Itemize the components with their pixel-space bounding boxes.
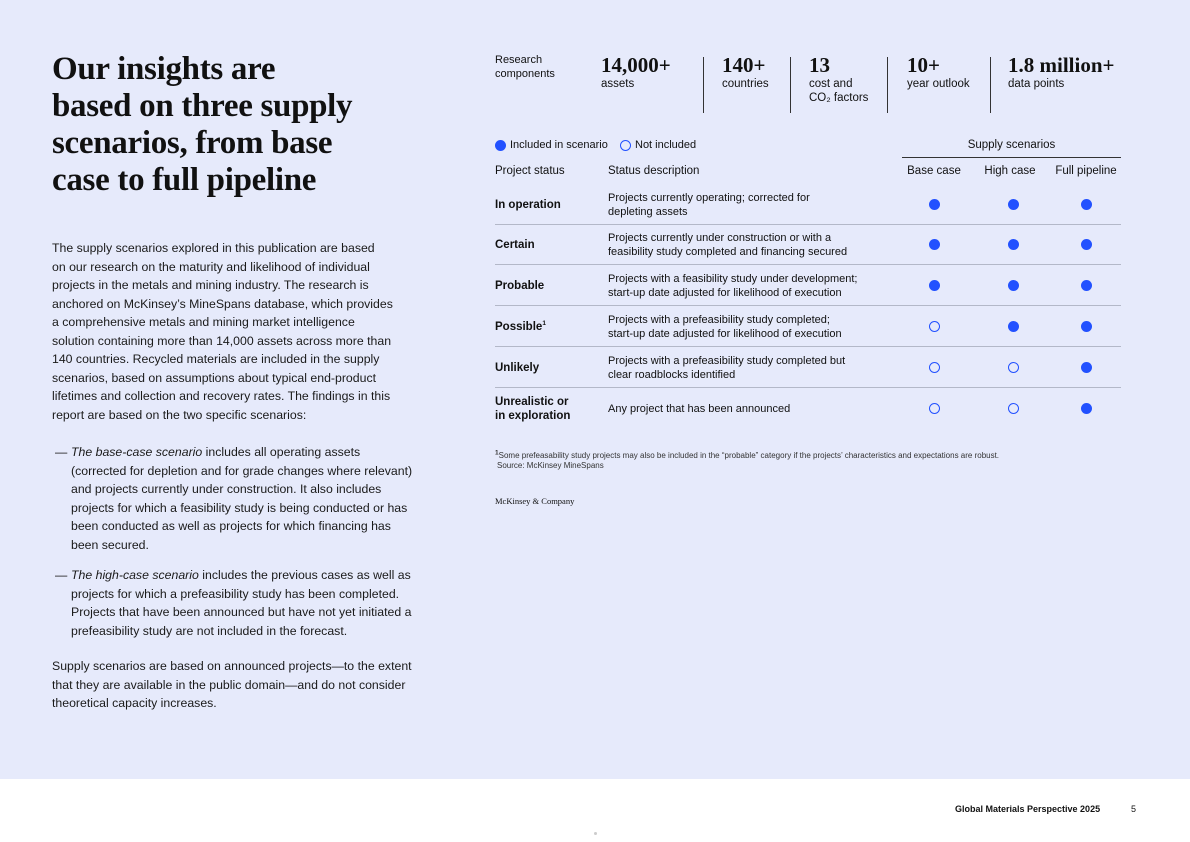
- stat-label-line: cost and: [809, 78, 853, 90]
- intro-line: projects in the metals and mining industry. The research is: [52, 278, 369, 292]
- filled-circle-icon: [1008, 280, 1019, 291]
- supply-scenarios-divider: [902, 157, 1121, 158]
- stat-value: 10+: [907, 53, 940, 77]
- filled-circle-icon: [1081, 321, 1092, 332]
- stat-item: [809, 53, 868, 105]
- stat-item: [601, 53, 671, 91]
- stat-divider: [790, 57, 791, 113]
- row-project-status: [495, 361, 539, 375]
- stat-label: [1008, 77, 1114, 91]
- filled-circle-icon: [929, 239, 940, 250]
- brand-logo: McKinsey & Company: [495, 496, 575, 506]
- row-description-line: start-up date adjusted for likelihood of execution: [608, 287, 842, 299]
- row-status-text: Probable: [495, 280, 545, 292]
- footer-page-number: 5: [1131, 804, 1137, 814]
- row-project-status: [495, 198, 561, 212]
- table-row: [495, 347, 1121, 388]
- bullet-line: been secured.: [71, 537, 149, 552]
- row-status-description: [608, 402, 790, 416]
- table-row: [495, 224, 1121, 265]
- row-status-line: [495, 361, 539, 375]
- row-project-status: [495, 395, 570, 423]
- row-project-status: [495, 279, 544, 293]
- stat-item: [907, 53, 970, 91]
- row-status-text: Unlikely: [495, 362, 540, 374]
- header-project-status: Project status: [495, 165, 565, 177]
- intro-line: lifetimes and collection and recovery rates. The findings in this: [52, 389, 391, 403]
- stat-label-line: assets: [601, 78, 635, 90]
- stat-label-line: CO₂ factors: [809, 92, 869, 104]
- stat-label-line: countries: [722, 78, 769, 90]
- footnote-marker: 1: [495, 449, 499, 457]
- closing-line: that they are available in the public domain—and do not consider: [52, 677, 406, 692]
- footnote-text-line: [495, 451, 999, 461]
- closing-line: theoretical capacity increases.: [52, 696, 217, 710]
- filled-circle-icon: [929, 199, 940, 210]
- intro-line: The supply scenarios explored in this publication are based: [52, 241, 375, 255]
- footnote-text: Some prefeasability study projects may also be included in the “probable” category if the projects’ characteristics and expectations are robust.: [498, 451, 1000, 460]
- legend-not-included: [620, 138, 696, 152]
- row-status-line: [495, 198, 561, 212]
- bullet-line: prefeasibility study are not included in the forecast.: [71, 623, 348, 638]
- row-description-line: Projects currently operating; corrected for: [608, 192, 810, 204]
- closing-paragraph: [52, 657, 424, 713]
- filled-circle-icon: [1008, 199, 1019, 210]
- footnote: [495, 451, 999, 471]
- stat-value: 140+: [722, 53, 766, 77]
- closing-line: Supply scenarios are based on announced projects—to the extent: [52, 659, 412, 673]
- bullet-first-line-text: includes the previous cases as well as: [198, 568, 411, 582]
- footer-publication: Global Materials Perspective 2025: [955, 804, 1101, 814]
- bullet-line: projects for which a feasibility study is being conducted or has: [71, 500, 408, 515]
- intro-line: 140 countries. Recycled materials are included in the supply: [52, 352, 380, 366]
- footer-dot: [594, 832, 597, 835]
- stat-label: [907, 77, 970, 91]
- scenario-name: The base-case scenario: [71, 445, 203, 459]
- row-description-line: Any project that has been announced: [608, 403, 791, 415]
- empty-circle-icon: [929, 403, 940, 414]
- row-project-status: [495, 320, 546, 334]
- scenario-bullets: [52, 443, 424, 640]
- table-row: [495, 265, 1121, 306]
- stat-item: [722, 53, 769, 91]
- stat-label: [722, 77, 769, 91]
- filled-circle-icon: [929, 280, 940, 291]
- intro-line: anchored on McKinsey’s MineSpans database, which provides: [52, 296, 393, 311]
- row-description-line: depleting assets: [608, 206, 688, 218]
- empty-circle-icon: [929, 362, 940, 373]
- scenario-bullet-item: [52, 566, 424, 640]
- stat-value: 14,000+: [601, 53, 671, 77]
- row-project-status: [495, 238, 535, 252]
- table-row: [495, 388, 1121, 429]
- header-full-pipeline: Full pipeline: [1055, 165, 1117, 177]
- stat-label: [809, 77, 868, 105]
- research-components-label: [495, 53, 590, 81]
- filled-circle-icon: [495, 140, 506, 151]
- row-status-line: [495, 395, 570, 409]
- row-description-line: Projects currently under construction or with a: [608, 232, 832, 244]
- row-description-line: start-up date adjusted for likelihood of execution: [608, 328, 842, 340]
- row-status-line: [495, 279, 544, 293]
- footnote-source: Source: McKinsey MineSpans: [497, 461, 604, 470]
- supply-scenarios-header: Supply scenarios: [967, 139, 1056, 151]
- scenario-name: The high-case scenario: [71, 568, 199, 582]
- stat-label: [601, 77, 671, 91]
- table-row: [495, 306, 1121, 347]
- stats-label-line: Research: [495, 54, 543, 66]
- empty-circle-icon: [620, 140, 631, 151]
- legend-included: [495, 138, 608, 152]
- filled-circle-icon: [1081, 403, 1092, 414]
- row-description-line: Projects with a feasibility study under development;: [608, 273, 858, 285]
- row-status-text: Possible: [495, 321, 543, 333]
- bullet-dash: —: [55, 568, 68, 582]
- bullet-first-line-text: includes all operating assets: [202, 445, 361, 459]
- header-base-case: Base case: [907, 165, 961, 177]
- row-description-line: clear roadblocks identified: [608, 369, 736, 381]
- row-status-text: Unrealistic or: [495, 396, 569, 408]
- filled-circle-icon: [1081, 280, 1092, 291]
- stat-label-line: data points: [1008, 78, 1065, 90]
- row-status-description: [608, 354, 845, 382]
- table-row: [495, 184, 1121, 225]
- row-status-line: [495, 238, 535, 252]
- bullet-line: (corrected for depletion and for grade changes where relevant): [71, 463, 413, 478]
- legend-not-included-label: Not included: [635, 139, 697, 151]
- row-status-text: In operation: [495, 199, 561, 211]
- row-status-description: [608, 231, 847, 259]
- stat-divider: [887, 57, 888, 113]
- empty-circle-icon: [929, 321, 940, 332]
- page-title-line: case to full pipeline: [52, 162, 317, 198]
- bullet-first-line: [71, 566, 424, 585]
- bullet-line: projects for which a prefeasibility study has been completed.: [71, 586, 400, 601]
- bullet-line: been conducted as well as projects for which financing has: [71, 519, 391, 533]
- stats-label-line: components: [495, 68, 555, 80]
- bullet-line: Projects that have been announced but have not yet initiated a: [71, 605, 412, 619]
- row-status-line: [495, 409, 570, 423]
- stat-value: 1.8 million+: [1008, 53, 1115, 77]
- intro-line: scenarios, based on assumptions about typical end-product: [52, 370, 377, 385]
- filled-circle-icon: [1081, 199, 1092, 210]
- empty-circle-icon: [1008, 362, 1019, 373]
- row-status-note: 1: [542, 320, 546, 328]
- row-status-description: [608, 191, 810, 219]
- intro-line: on our research on the maturity and likelihood of individual: [52, 259, 370, 274]
- filled-circle-icon: [1008, 321, 1019, 332]
- intro-line: solution containing more than 14,000 assets across more than: [52, 333, 392, 348]
- row-status-line: [495, 320, 546, 334]
- stat-divider: [990, 57, 991, 113]
- intro-line: report are based on the two specific scenarios:: [52, 407, 307, 422]
- page-title-line: scenarios, from base: [52, 125, 333, 161]
- row-status-text: Certain: [495, 239, 535, 251]
- page-title-line: based on three supply: [52, 88, 353, 124]
- intro-paragraph: [52, 239, 424, 424]
- bullet-first-line: [71, 443, 424, 462]
- filled-circle-icon: [1081, 239, 1092, 250]
- row-status-text: in exploration: [495, 410, 571, 422]
- header-high-case: High case: [984, 165, 1036, 177]
- filled-circle-icon: [1008, 239, 1019, 250]
- row-description-line: Projects with a prefeasibility study completed;: [608, 314, 830, 326]
- page-title-line: Our insights are: [52, 51, 276, 87]
- row-status-description: [608, 272, 857, 300]
- bullet-line: and projects currently under construction. It also includes: [71, 482, 382, 496]
- stat-item: [1008, 53, 1114, 91]
- scenario-bullet-item: [52, 443, 424, 554]
- empty-circle-icon: [1008, 403, 1019, 414]
- stat-label-line: year outlook: [907, 78, 970, 90]
- row-description-line: Projects with a prefeasibility study completed but: [608, 355, 846, 367]
- intro-line: a comprehensive metals and mining market intelligence: [52, 315, 355, 329]
- row-description-line: feasibility study completed and financing secured: [608, 246, 848, 258]
- bullet-dash: —: [55, 445, 68, 459]
- legend-included-label: Included in scenario: [510, 139, 608, 151]
- row-status-description: [608, 313, 842, 341]
- header-status-description: Status description: [608, 165, 700, 177]
- stat-divider: [703, 57, 704, 113]
- filled-circle-icon: [1081, 362, 1092, 373]
- page-title: [52, 51, 412, 199]
- stat-value: 13: [809, 53, 830, 77]
